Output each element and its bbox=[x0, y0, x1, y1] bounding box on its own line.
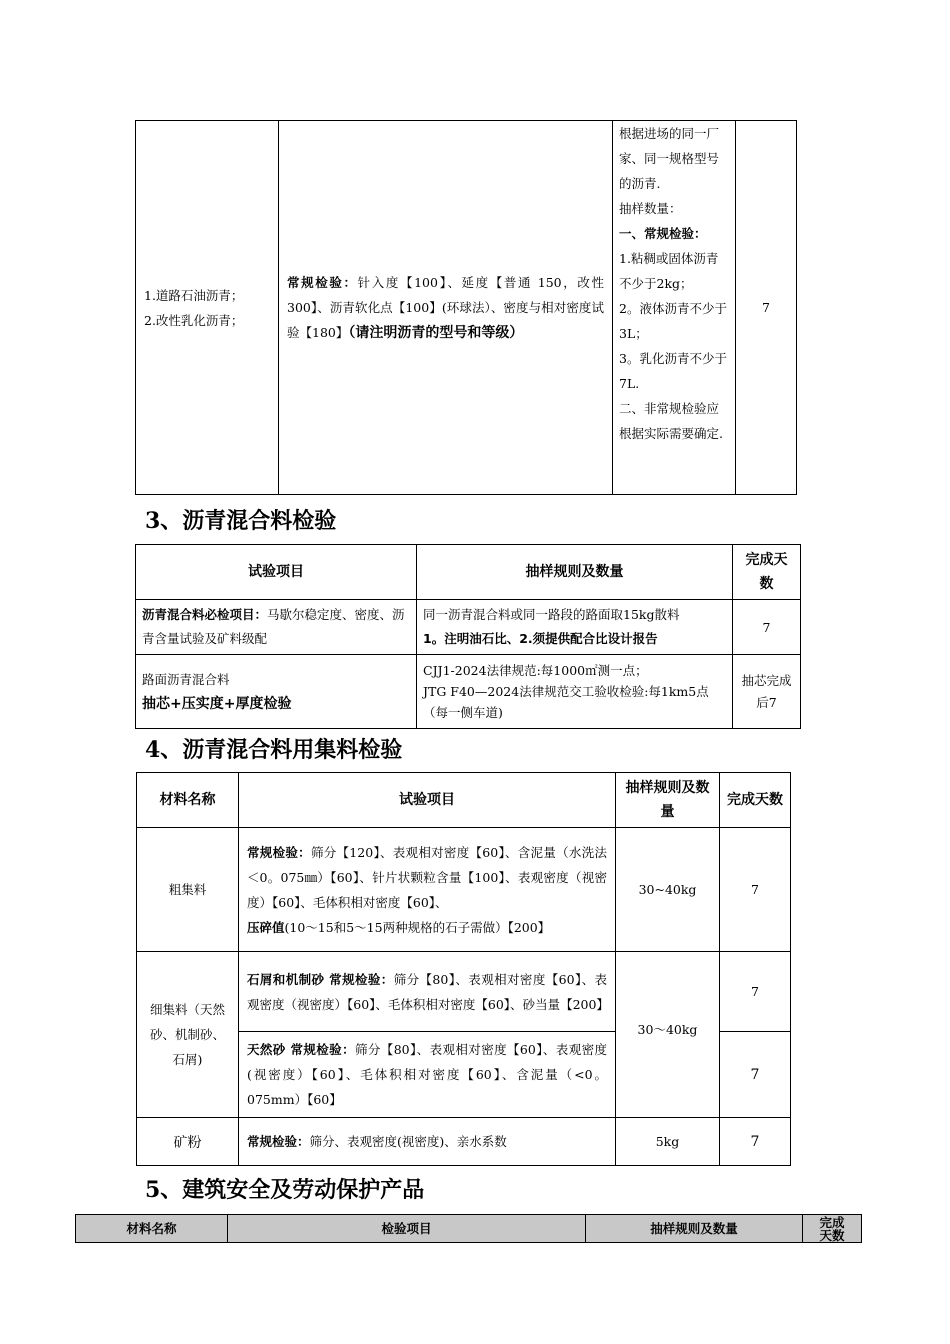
fine-text-1: 筛分【80】、表观相对密度【60】、表观密度（视密度）【60】、毛体积相对密度【60】、砂当量【200】 bbox=[247, 971, 609, 1012]
header-days: 完成天数 bbox=[733, 545, 801, 600]
coarse-text: 筛分【120】、表观相对密度【60】、含泥量（水洗法＜0。075㎜）【60】、针片状颗粒含量【100】、表观密度（视密度）【60】、毛体积相对密度【60】、 bbox=[247, 844, 607, 910]
header-days: 完成天数 bbox=[803, 1215, 862, 1243]
tests-label: 常规检验： bbox=[287, 274, 358, 290]
days-cell: 7 bbox=[736, 121, 797, 495]
asphalt-table bbox=[135, 120, 797, 495]
pavement-days: 抽芯完成后7 bbox=[733, 655, 801, 729]
mixture-sampling-text: 同一沥青混合料或同一路段的路面取15kg散料 bbox=[423, 607, 680, 622]
fine-name: 细集料（天然砂、机制砂、石屑) bbox=[137, 952, 239, 1118]
fine-label-2: 天然砂 常规检验： bbox=[247, 1042, 355, 1057]
sampling-line: 2。液体沥青不少于3L； bbox=[619, 301, 727, 341]
material-line: 1.道路石油沥青； bbox=[144, 287, 244, 303]
tests-text: 针入度【100】、延度【普通 150，改性 300】、沥青软化点【100】(环球法）、密度与相对密度试验【180】 bbox=[287, 274, 604, 340]
header-days: 完成天数 bbox=[720, 773, 791, 828]
mineral-label: 常规检验： bbox=[247, 1134, 310, 1149]
tests-cell bbox=[279, 121, 613, 495]
coarse-tests-cell bbox=[239, 828, 616, 952]
aggregate-table bbox=[136, 772, 791, 1166]
fine-days-2: 7 bbox=[720, 1032, 791, 1118]
header-sampling: 抽样规则及数量 bbox=[586, 1215, 803, 1243]
mixture-sampling-note: 1。注明油石比、2.须提供配合比设计报告 bbox=[423, 631, 658, 646]
mineral-name: 矿粉 bbox=[137, 1118, 239, 1166]
mixture-item-cell bbox=[136, 600, 417, 655]
crush-text: (10～15和5～15两种规格的石子需做）【200】 bbox=[284, 919, 551, 935]
fine-label-1: 石屑和机制砂 常规检验： bbox=[247, 971, 394, 987]
sampling-line: 抽样数量： bbox=[619, 201, 682, 216]
fine-tests-1 bbox=[239, 952, 616, 1032]
mineral-sampling: 5kg bbox=[616, 1118, 720, 1166]
fine-tests-2 bbox=[239, 1032, 616, 1118]
header-material: 材料名称 bbox=[137, 773, 239, 828]
material-cell bbox=[136, 121, 279, 495]
mineral-text: 筛分、表观密度(视密度)、亲水系数 bbox=[309, 1134, 507, 1149]
safety-table bbox=[75, 1214, 862, 1243]
mixture-sampling-cell bbox=[417, 600, 733, 655]
header-test-item: 检验项目 bbox=[228, 1215, 586, 1243]
sampling-line: 3。乳化沥青不少于7L. bbox=[619, 351, 727, 391]
material-line: 2.改性乳化沥青； bbox=[144, 312, 244, 328]
coarse-days: 7 bbox=[720, 828, 791, 952]
section-3-title: 3、沥青混合料检验 bbox=[145, 508, 337, 534]
coarse-label: 常规检验： bbox=[247, 844, 311, 860]
fine-text-2: 筛分【80】、表观相对密度【60】、表观密度(视密度）【60】、毛体积相对密度【60】、含泥量（<0。075mm）【60】 bbox=[247, 1042, 607, 1107]
coarse-sampling: 30~40kg bbox=[616, 828, 720, 952]
sampling-list bbox=[619, 121, 729, 446]
fine-days-1: 7 bbox=[720, 952, 791, 1032]
mixture-table bbox=[135, 544, 801, 729]
sampling-line: 1.粘稠或固体沥青不少于2kg； bbox=[619, 251, 719, 291]
pavement-item-cell bbox=[136, 655, 417, 729]
section-4-title: 4、沥青混合料用集料检验 bbox=[145, 737, 403, 763]
mixture-item-label: 沥青混合料必检项目： bbox=[142, 607, 268, 622]
mineral-tests-cell bbox=[239, 1118, 616, 1166]
section-5-title: 5、建筑安全及劳动保护产品 bbox=[145, 1177, 425, 1203]
pavement-item-bold: 抽芯+压实度+厚度检验 bbox=[142, 695, 292, 712]
mixture-item-text: 马歇尔稳定度、密度、沥青含量试验及矿料级配 bbox=[142, 607, 405, 646]
sampling-cell bbox=[613, 121, 736, 495]
pavement-sampling-2: JTG F40—2024法律规范交工验收检验:每1km5点（每一侧车道) bbox=[423, 684, 709, 720]
crush-label: 压碎值 bbox=[247, 919, 285, 935]
coarse-name: 粗集料 bbox=[137, 828, 239, 952]
fine-sampling: 30～40kg bbox=[616, 952, 720, 1118]
tests-bold-note: （请注明沥青的型号和等级） bbox=[348, 324, 524, 341]
sampling-line: 二、非常规检验应根据实际需要确定. bbox=[619, 401, 723, 441]
mineral-days: 7 bbox=[720, 1118, 791, 1166]
sampling-line: 根据进场的同一厂家、同一规格型号的沥青. bbox=[619, 126, 720, 191]
pavement-item-text: 路面沥青混合料 bbox=[142, 671, 230, 687]
mixture-days: 7 bbox=[733, 600, 801, 655]
pavement-sampling-1: CJJ1-2024法律规范:每1000㎡测一点； bbox=[423, 663, 648, 678]
header-material: 材料名称 bbox=[76, 1215, 228, 1243]
header-sampling: 抽样规则及数量 bbox=[616, 773, 720, 828]
header-test-item: 试验项目 bbox=[239, 773, 616, 828]
header-sampling: 抽样规则及数量 bbox=[417, 545, 733, 600]
pavement-sampling-cell bbox=[417, 655, 733, 729]
sampling-line: 一、常规检验： bbox=[619, 226, 707, 241]
header-test-item: 试验项目 bbox=[136, 545, 417, 600]
